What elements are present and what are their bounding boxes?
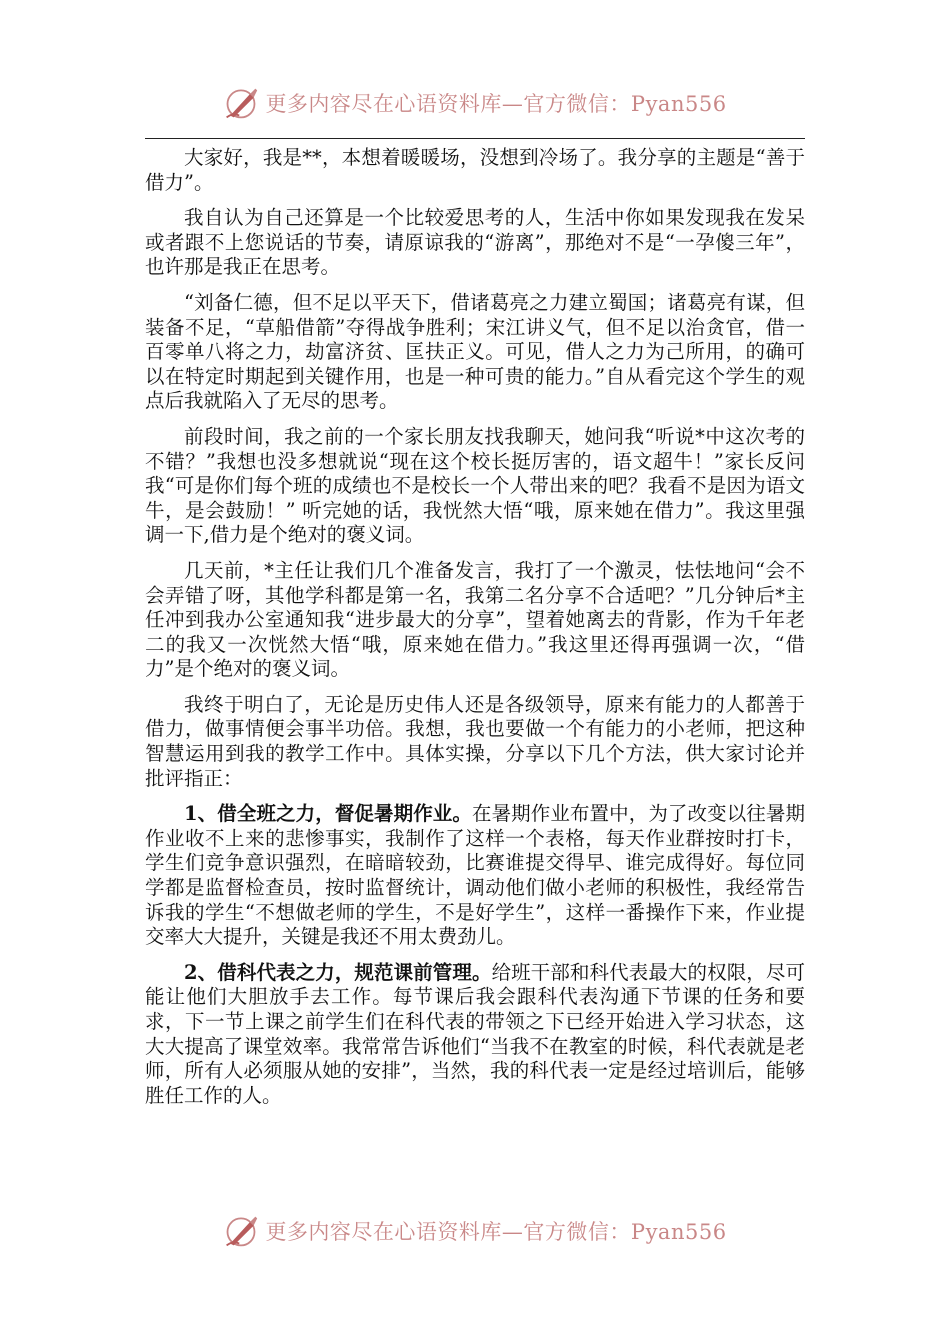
paragraph: 大家好，我是**，本想着暖暖场，没想到冷场了。我分享的主题是“善于借力”。 — [145, 146, 805, 194]
banner-text: 更多内容尽在心语资料库—官方微信：Pyan556 — [265, 1220, 727, 1244]
header-divider — [145, 138, 805, 139]
footer-banner — [0, 1210, 950, 1252]
paragraph: “刘备仁德，但不足以平天下，借诸葛亮之力建立蜀国；诸葛亮有谋，但装备不足，“草船借箭”夺得战争胜利；宋江讲义气，但不足以治贪官，借一百零单八将之力，劫富济贫、匡扶正义。可见，借人之力为己所用，的确可以在特定时期起到关键作用，也是一种可贵的能力。”自从看完这个学生的观点后我就陷入了无尽的思考。 — [145, 290, 805, 413]
paragraph: 我自认为自己还算是一个比较爱思考的人，生活中你如果发现我在发呆或者跟不上您说话的节奏，请原谅我的“游离”，那绝对不是“一孕傻三年”，也许那是我正在思考。 — [145, 206, 805, 279]
method-paragraph-2: 2、借科代表之力，规范课前管理。给班干部和科代表最大的权限，尽可能让他们大胆放手去工作。每节课后我会跟科代表沟通下节课的任务和要求，下一节上课之前学生们在科代表的带领之下已经开始进入学习状态，这大大提高了课堂效率。我常常告诉他们“当我不在教室的时候，科代表就是老师，所有人必须服从她的安排”，当然，我的科代表一定是经过培训后，能够胜任工作的人。 — [145, 960, 805, 1107]
method-paragraph-1: 1、借全班之力，督促暑期作业。在暑期作业布置中，为了改变以往暑期作业收不上来的悲惨事实，我制作了这样一个表格，每天作业群按时打卡，学生们竞争意识强烈，在暗暗较劲，比赛谁提交得早、谁完成得好。每位同学都是监督检查员，按时监督统计，调动他们做小老师的积极性，我经常告诉我的学生“不想做老师的学生，不是好学生”，这样一番操作下来，作业提交率大大提升，关键是我还不用太费劲儿。 — [145, 802, 805, 949]
pen-seal-icon — [223, 85, 259, 121]
paragraph: 我终于明白了，无论是历史伟人还是各级领导，原来有能力的人都善于借力，做事情便会事半功倍。我想，我也要做一个有能力的小老师，把这种智慧运用到我的教学工作中。具体实操，分享以下几个方法，供大家讨论并批评指正： — [145, 692, 805, 790]
header-banner — [0, 82, 950, 124]
document-body — [145, 146, 805, 1119]
paragraph: 几天前，*主任让我们几个准备发言，我打了一个激灵，怯怯地问“会不会弄错了呀，其他学科都是第一名，我第二名分享不合适吧？”几分钟后*主任冲到我办公室通知我“进步最大的分享”，望着她离去的背影，作为千年老二的我又一次恍然大悟“哦，原来她在借力。”我这里还得再强调一次，“借力”是个绝对的褒义词。 — [145, 558, 805, 681]
banner-text: 更多内容尽在心语资料库—官方微信：Pyan556 — [265, 92, 727, 116]
method-heading: 1、借全班之力，督促暑期作业。 — [184, 802, 472, 826]
pen-seal-icon — [223, 1213, 259, 1249]
paragraph: 前段时间，我之前的一个家长朋友找我聊天，她问我“听说*中这次考的不错？”我想也没多想就说“现在这个校长挺厉害的，语文超牛！”家长反问我“可是你们每个班的成绩也不是校长一个人带出来的吧？我看不是因为语文牛，是会鼓励！” 听完她的话，我恍然大悟“哦，原来她在借力”。我这里强调一下,借力是个绝对的褒义词。 — [145, 424, 805, 547]
method-heading: 2、借科代表之力，规范课前管理。 — [184, 960, 492, 984]
